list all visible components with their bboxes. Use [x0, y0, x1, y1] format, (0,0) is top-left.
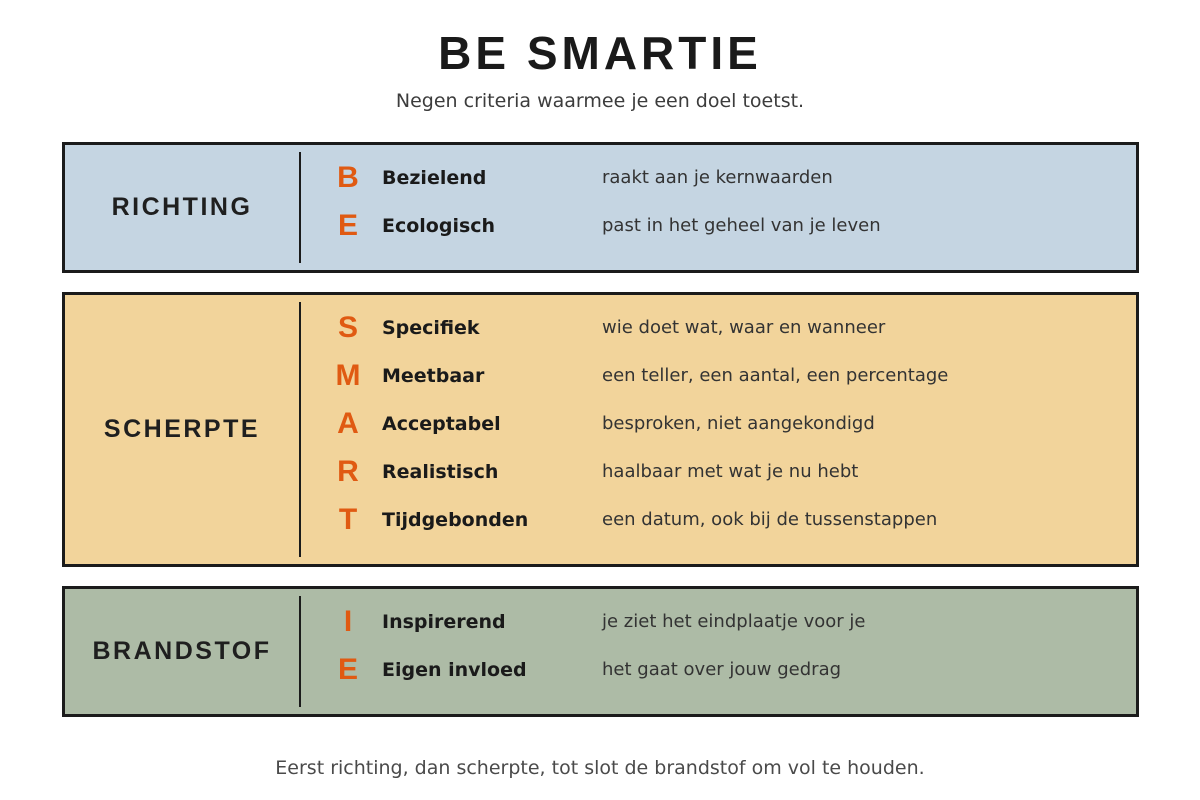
criterion-term: Eigen invloed	[382, 659, 527, 681]
criterion-description: het gaat over jouw gedrag	[602, 659, 842, 680]
criterion-row	[65, 607, 1135, 637]
criterion-row	[65, 655, 1135, 685]
group-label: RICHTING	[111, 193, 253, 221]
criterion-term: Realistisch	[382, 461, 499, 483]
criterion-row	[65, 313, 1135, 343]
criterion-row	[65, 409, 1135, 439]
criterion-letter: R	[337, 455, 359, 488]
criterion-description: een datum, ook bij de tussenstappen	[602, 509, 938, 530]
criterion-row	[65, 505, 1135, 535]
page-subtitle: Negen criteria waarmee je een doel toetst.	[395, 90, 805, 112]
page-title: BE SMARTIE	[438, 27, 762, 79]
criterion-description: wie doet wat, waar en wanneer	[602, 317, 886, 338]
criterion-term: Meetbaar	[382, 365, 485, 387]
criterion-description: besproken, niet aangekondigd	[602, 413, 875, 434]
criterion-description: een teller, een aantal, een percentage	[602, 365, 949, 386]
group-scherpte	[62, 292, 1139, 567]
criterion-row	[65, 163, 1135, 193]
criterion-term: Acceptabel	[382, 413, 501, 435]
criterion-letter: T	[338, 503, 358, 536]
criterion-description: raakt aan je kernwaarden	[602, 167, 833, 188]
group-brandstof	[62, 586, 1139, 717]
criterion-term: Ecologisch	[382, 215, 496, 237]
criterion-description: past in het geheel van je leven	[602, 215, 881, 236]
criterion-row	[65, 361, 1135, 391]
group-richting	[62, 142, 1139, 273]
criterion-term: Tijdgebonden	[382, 509, 529, 531]
criterion-letter: I	[343, 605, 353, 638]
group-label: BRANDSTOF	[92, 637, 272, 665]
criterion-description: je ziet het eindplaatje voor je	[602, 611, 866, 632]
criterion-term: Specifiek	[382, 317, 480, 339]
criterion-letter: S	[337, 311, 358, 344]
criterion-letter: M	[335, 359, 361, 392]
group-label: SCHERPTE	[103, 415, 261, 443]
criterion-row	[65, 457, 1135, 487]
footer-note: Eerst richting, dan scherpte, tot slot de brandstof om vol te houden.	[275, 757, 925, 779]
criterion-letter: E	[337, 653, 358, 686]
criterion-letter: E	[337, 209, 358, 242]
criterion-term: Inspirerend	[382, 611, 506, 633]
criterion-description: haalbaar met wat je nu hebt	[602, 461, 859, 482]
criterion-letter: B	[337, 161, 359, 194]
criterion-row	[65, 211, 1135, 241]
criterion-letter: A	[337, 407, 359, 440]
criterion-term: Bezielend	[382, 167, 487, 189]
